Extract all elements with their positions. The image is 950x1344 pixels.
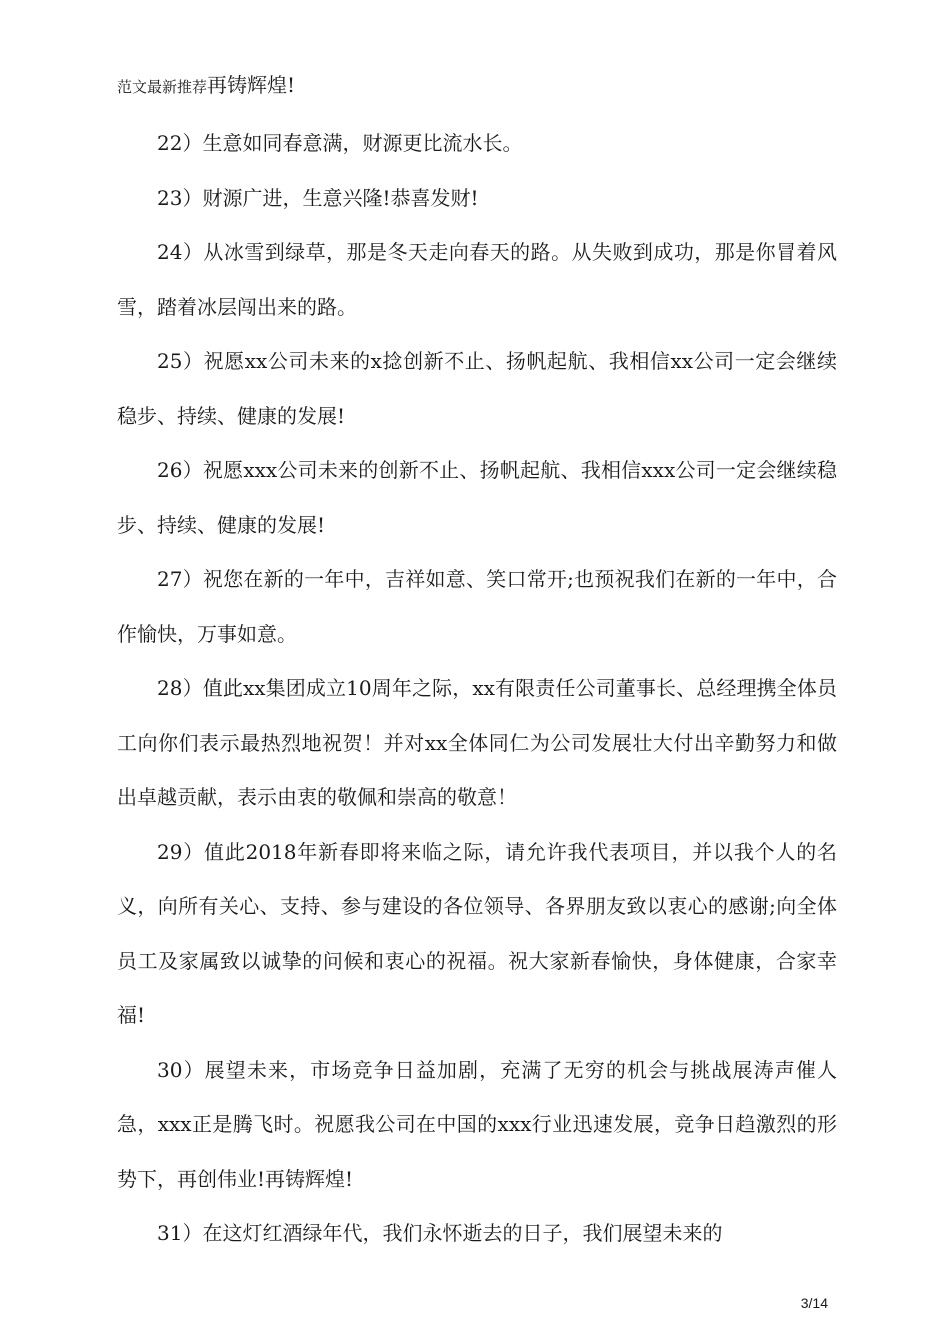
paragraph-30: 30）展望未来，市场竞争日益加剧，充满了无穷的机会与挑战展涛声催人急，xxx正是腾飞时。祝愿我公司在中国的xxx行业迅速发展，竞争日趋激烈的形势下，再创伟业!再铸辉煌! [117,1057,837,1191]
paragraph-31: 31）在这灯红酒绿年代，我们永怀逝去的日子，我们展望未来的 [157,1221,723,1245]
paragraph-24: 24）从冰雪到绿草，那是冬天走向春天的路。从失败到成功，那是你冒着风雪，踏着冰层闯出来的路。 [117,240,837,319]
header-tag: 范文最新推荐 [117,78,208,96]
body-text [117,116,837,1261]
page-header [117,70,295,102]
paragraph-23: 23）财源广进，生意兴隆!恭喜发财! [157,185,479,210]
paragraph-26: 26）祝愿xxx公司未来的创新不止、扬帆起航、我相信xxx公司一定会继续稳步、持续、健康的发展! [117,458,837,537]
paragraph-28: 28）值此xx集团成立10周年之际，xx有限责任公司董事长、总经理携全体员工向你们表示最热烈地祝贺！并对xx全体同仁为公司发展壮大付出辛勤努力和做出卓越贡献，表示由衷的敬佩和崇高的敬意！ [117,676,837,809]
page-number: 3/14 [800,1295,828,1311]
paragraph-29: 29）值此2018年新春即将来临之际，请允许我代表项目，并以我个人的名义，向所有关心、支持、参与建设的各位领导、各界朋友致以衷心的感谢;向全体员工及家属致以诚挚的问候和衷心的祝福。祝大家新春愉快，身体健康，合家幸福! [117,839,837,1027]
paragraph-25: 25）祝愿xx公司未来的x捻创新不止、扬帆起航、我相信xx公司一定会继续稳步、持续、健康的发展! [117,349,837,428]
paragraph-27: 27）祝您在新的一年中，吉祥如意、笑口常开;也预祝我们在新的一年中，合作愉快，万事如意。 [117,567,837,646]
paragraph-22: 22）生意如同春意满，财源更比流水长。 [157,131,523,155]
header-text: 再铸辉煌! [207,73,296,97]
